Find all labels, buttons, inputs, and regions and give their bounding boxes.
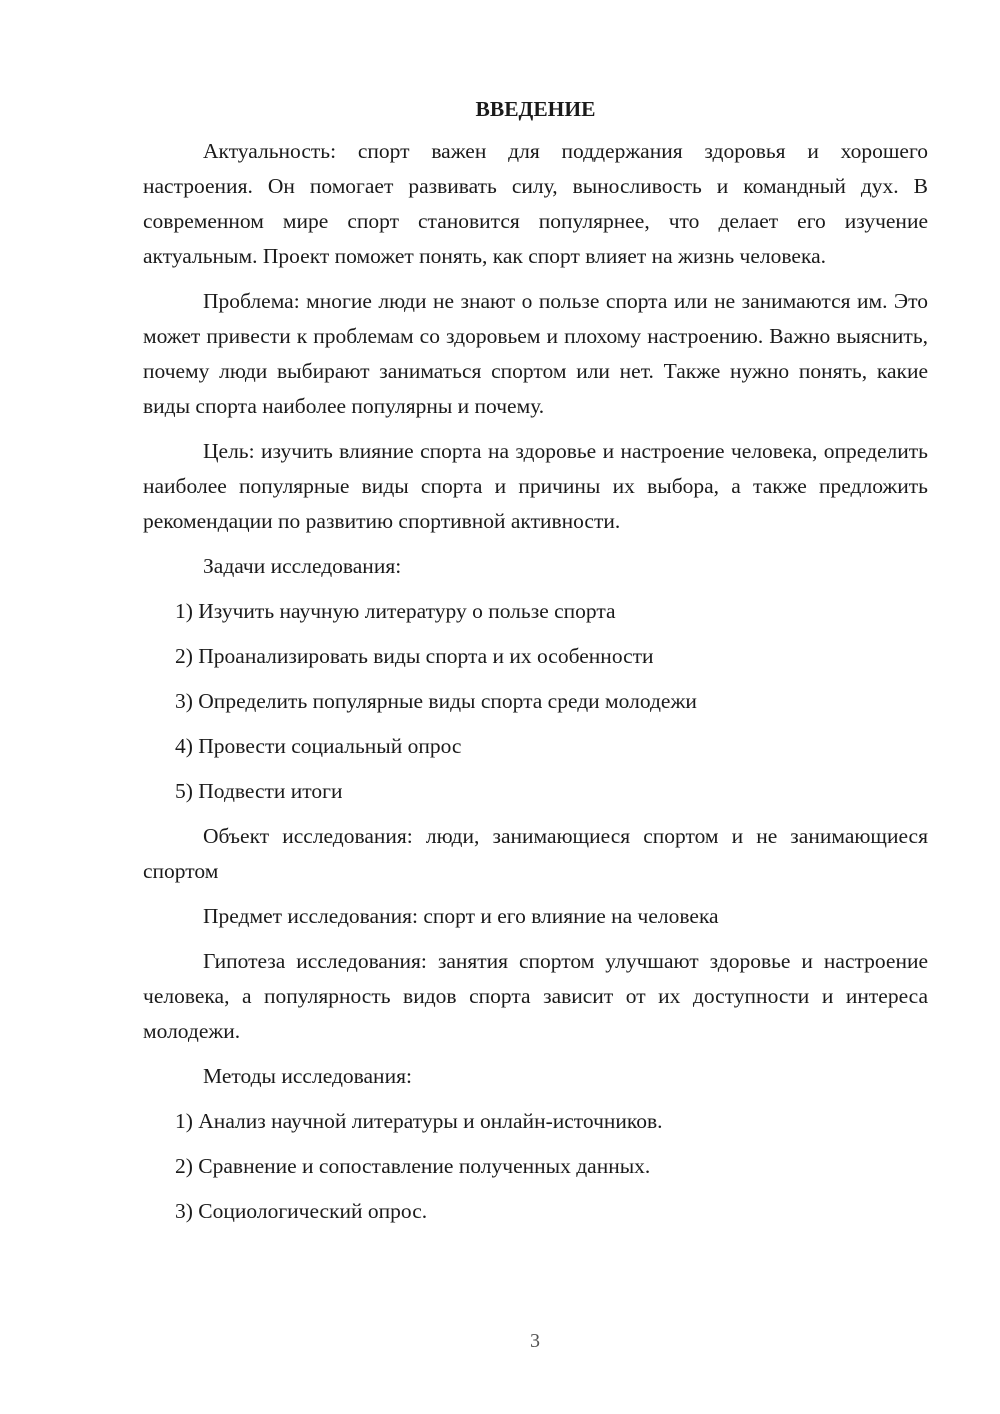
document-page [143,92,928,1239]
section-title: ВВЕДЕНИЕ [475,97,596,121]
hypothesis-paragraph: Гипотеза исследования: занятия спортом улучшают здоровье и настроение человека, а популярность видов спорта зависит от их доступности и интереса молодежи. [143,949,928,1043]
object-paragraph: Объект исследования: люди, занимающиеся спортом и не занимающиеся спортом [143,824,928,883]
list-item: 2) Проанализировать виды спорта и их особенности [175,644,654,668]
list-item: 5) Подвести итоги [175,779,343,803]
problem-paragraph: Проблема: многие люди не знают о пользе спорта или не занимаются им. Это может привести к проблемам со здоровьем и плохому настроению. Важно выяснить, почему люди выбирают заниматься спортом или нет. Также нужно понять, какие виды спорта наиболее популярны и почему. [143,289,928,418]
tasks-list [143,594,928,809]
list-item: 3) Социологический опрос. [175,1199,428,1223]
list-item: 3) Определить популярные виды спорта среди молодежи [175,689,697,713]
list-item: 1) Анализ научной литературы и онлайн-источников. [175,1109,663,1133]
tasks-heading: Задачи исследования: [203,554,402,578]
methods-heading: Методы исследования: [203,1064,412,1088]
list-item: 1) Изучить научную литературу о пользе спорта [175,599,616,623]
subject-paragraph: Предмет исследования: спорт и его влияние на человека [203,904,719,928]
relevance-paragraph: Актуальность: спорт важен для поддержания здоровья и хорошего настроения. Он помогает развивать силу, выносливость и командный дух. В современном мире спорт становится популярнее, что делает его изучение актуальным. Проект поможет понять, как спорт влияет на жизнь человека. [143,139,928,268]
methods-list [143,1104,928,1229]
page-number: 3 [530,1330,540,1352]
list-item: 2) Сравнение и сопоставление полученных данных. [175,1154,651,1178]
list-item: 4) Провести социальный опрос [175,734,462,758]
goal-paragraph: Цель: изучить влияние спорта на здоровье и настроение человека, определить наиболее популярные виды спорта и причины их выбора, а также предложить рекомендации по развитию спортивной активности. [143,439,928,533]
